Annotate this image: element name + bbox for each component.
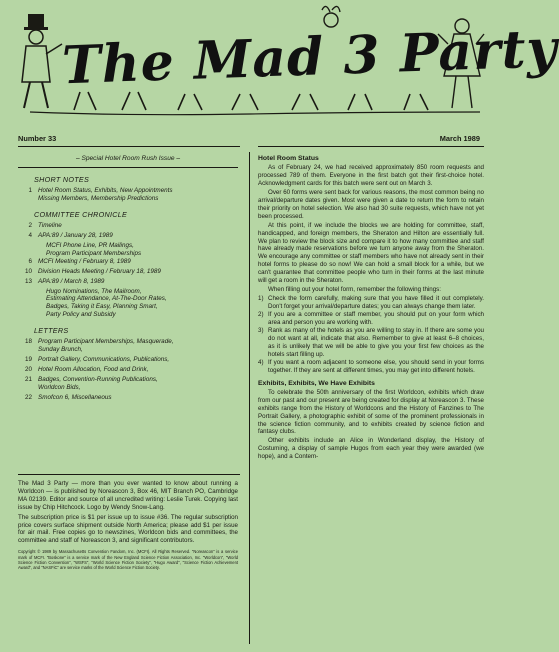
toc-entry	[18, 384, 238, 392]
exhibits-paragraph: Other exhibits include an Alice in Wonderland display, the History of Costuming, a display of sample Hugos from each year they were awarded (we hope), and a Contem-	[258, 437, 484, 461]
toc-entry-text: Sunday Brunch,	[38, 345, 83, 353]
toc-entry-text: APA:89 / March 8, 1989	[38, 277, 105, 285]
hatter-figure	[22, 14, 62, 108]
about-top-rule	[18, 474, 240, 475]
masthead	[10, 4, 559, 122]
toc-page-number	[18, 384, 38, 392]
toc-page-number: 19	[24, 355, 32, 363]
toc-entry-text: Program Participant Memberships, Masquerade,	[38, 337, 174, 345]
toc-section-heading: SHORT NOTES	[34, 175, 90, 184]
toc-page-number: 6	[28, 257, 32, 265]
issue-number: Number 33	[18, 134, 57, 143]
masthead-title: The Mad 3 Party	[61, 18, 559, 97]
exhibits-paragraph: To celebrate the 50th anniversary of the first Worldcon, exhibits which draw from our past and our present are being created for display at Noreascon 3. These exhibits range from the History of Worldcons and the History of Fanzines to The Portrait Gallery, a photographic exhibit of some of the prominent professionals in the science fiction community, and to exhibits created by science fiction and fantasy clubs.	[258, 388, 484, 436]
issue-date: March 1989	[439, 134, 480, 143]
colophon-publisher: The Mad 3 Party — more than you ever wanted to know about running a Worldcon — is published by Noreascon 3, Box 46, MIT Branch PO, Cambridge MA 02139. Editor and source of all uncredited writing: Leslie Turek. Copying last issue by Chip Hitchcock. Logo by Wendy Snow-Lang.	[18, 480, 238, 511]
toc-page-number: 20	[24, 365, 32, 373]
toc-entry-text: Division Heads Meeting / February 18, 1989	[38, 267, 161, 275]
toc-entry-text: MCFI Meeting / February 8, 1989	[38, 257, 131, 265]
copyright-notice: Copyright © 1989 by Massachusetts Convention Fandom, Inc. (MCFI). All Rights Reserved. "Noreascon" is a service mark of MCFI. "Boskone" is a service mark of the New England Science Fiction Association, Inc. "Worldcon", "World Science Fiction Convention", "WSFS", "World Science Fiction Society", "Hugo Award", "Science Fiction Achievement Award", and "NASFiC" are service marks of the World Science Fiction Society.	[18, 549, 238, 571]
toc-entry-text: Smofcon 6, Miscellaneous	[38, 393, 112, 401]
toc-subentry: Badges, Taking it Easy, Planning Smart,	[46, 303, 158, 311]
hotel-tip: 3) Rank as many of the hotels as you are willing to stay in. If there are some you do not want at all, indicate that also. Remember to give at least 6–8 choices, as it is unlikely that we will be able to give you your first few choices as the hotels start filling up.	[258, 327, 484, 358]
toc-section-heading: LETTERS	[34, 325, 69, 335]
left-top-rule	[18, 146, 240, 147]
hotel-tip: 2) If you are a committee or staff member, you should put on your form which area and person you are working with.	[258, 311, 484, 327]
column-divider	[249, 152, 250, 644]
toc-entry	[18, 195, 238, 203]
toc-entry	[18, 278, 238, 286]
hotel-tip: 1) Check the form carefully, making sure that you have filled it out completely. Don't forget your arrival/departure dates; you can always change them later.	[258, 295, 484, 311]
toc-entry	[18, 376, 238, 384]
toc-subentry: Estimating Attendance, At-The-Door Rates,	[46, 295, 167, 303]
toc-page-number	[18, 195, 38, 203]
toc-entry	[18, 222, 238, 230]
toc-rule	[18, 167, 238, 168]
toc-entry-text: Timeline	[38, 222, 62, 229]
toc-page-number: 22	[24, 393, 32, 401]
toc-page-number: 1	[28, 187, 32, 194]
toc-entry	[18, 338, 238, 346]
hotel-heading: Hotel Room Status	[258, 155, 319, 162]
hotel-tip: 4) If you want a room adjacent to someone else, you should send in your forms together. If they are sent at different times, you may get into different hotels.	[258, 358, 484, 374]
hotel-paragraph: At this point, if we include the blocks we are holding for committee, staff, handicapped, and foreign members, the Sheraton and Hilton are essentially full. We plan to review the block size and compare it to how many committee and staff have already made reservations before we turn anyone away from the Sheraton. We encourage any committee or staff members who have not already sent in their hotel forms to please do so now! We can hold a small block for a while, but we can't guarantee that committee people who turn in their forms at the last minute will get a room in the Sheraton.	[258, 221, 484, 285]
toc-entry	[18, 346, 238, 354]
hotel-paragraph: Over 60 forms were sent back for various reasons, the most common being no arrival/departure dates given. Most were given a date to return the form to retain their priority on hotel selection. We also had 30 suite requests, which have not yet been processed.	[258, 188, 484, 220]
exhibits-heading: Exhibits, Exhibits, We Have Exhibits	[258, 379, 375, 387]
toc-entry	[18, 366, 238, 374]
toc-entry-text: Hotel Room Allocation, Food and Drink,	[38, 365, 149, 373]
toc-entry-text: Hotel Room Status, Exhibits, New Appointments	[38, 187, 173, 194]
toc-page-number: 21	[24, 375, 32, 383]
toc-subentry: Party Policy and Subsidy	[46, 310, 116, 318]
toc-subentry: MCFI Phone Line, PR Mailings,	[46, 242, 134, 249]
toc-subentry: Hugo Nominations, The Mailroom,	[46, 287, 142, 295]
toc-entry-text: Badges, Convention-Running Publications,	[38, 375, 158, 383]
toc-entry	[18, 232, 238, 240]
table-of-contents	[18, 150, 238, 404]
hotel-paragraph: As of February 24, we had received approximately 850 room requests and processed 789 of them. Everyone in the first batch got their first-choice hotel. Acknowledgment cards for this batch were sent out on March 3.	[258, 163, 484, 187]
rabbit-figure	[322, 6, 340, 27]
toc-entry-text: Worldcon Bids,	[38, 383, 81, 391]
toc-entry-text: APA:89 / January 28, 1989	[38, 232, 113, 239]
toc-page-number: 10	[24, 267, 32, 275]
hotel-paragraph: When filling out your hotel form, remember the following things:	[268, 286, 441, 294]
toc-entry	[18, 187, 238, 195]
special-issue-banner: – Special Hotel Room Rush Issue –	[75, 155, 181, 162]
toc-entry	[18, 356, 238, 364]
toc-subentry: Program Participant Memberships	[46, 249, 142, 257]
toc-page-number: 13	[24, 277, 32, 285]
toc-entry-text: Portrait Gallery, Communications, Publications,	[38, 355, 170, 363]
colophon	[18, 480, 238, 570]
article-column	[258, 150, 484, 462]
toc-page-number: 4	[28, 232, 32, 239]
toc-entry	[18, 394, 238, 402]
right-top-rule	[258, 146, 484, 147]
toc-page-number	[18, 346, 38, 354]
toc-entry-text: Missing Members, Membership Predictions	[38, 195, 159, 202]
toc-entry	[18, 268, 238, 276]
toc-page-number: 2	[28, 222, 32, 229]
toc-section-heading: COMMITTEE CHRONICLE	[34, 210, 128, 219]
dancing-legs	[74, 92, 428, 110]
toc-entry	[18, 258, 238, 266]
toc-page-number: 18	[24, 337, 32, 345]
toc-body	[18, 175, 238, 402]
colophon-subscription: The subscription price is $1 per issue up to issue #36. The regular subscription price covers surface shipment outside North America; please add $1 per issue for air mail. Free copies go to newszines, Worldcon bids and committees, the committee and staff of Noreascon 3, and significant contributors.	[18, 513, 238, 545]
